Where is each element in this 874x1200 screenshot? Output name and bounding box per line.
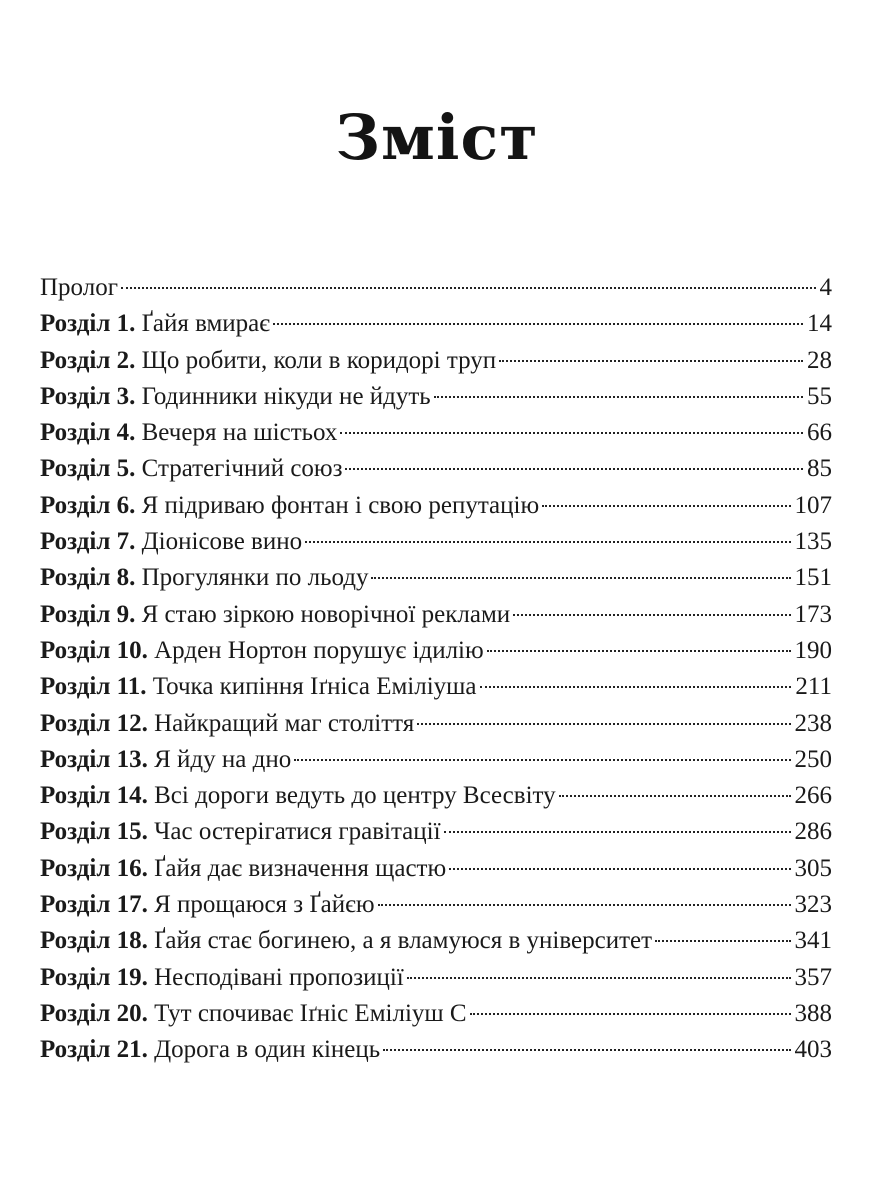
chapter-title: Вечеря на шістьох [135, 419, 338, 447]
dot-leader [487, 650, 791, 652]
chapter-number: Розділ 8. [40, 564, 136, 592]
chapter-title: Годинники нікуди не йдуть [135, 382, 431, 410]
toc-entry-chapter-6 [40, 488, 832, 524]
dot-leader [378, 904, 791, 906]
page-number: 388 [794, 999, 832, 1027]
chapter-title: Несподівані пропозиції [147, 963, 404, 991]
page-number: 4 [819, 274, 832, 301]
dot-leader [655, 940, 790, 942]
toc-entry-chapter-1 [40, 306, 832, 342]
chapter-title: Діонісове вино [135, 528, 303, 556]
dot-leader [513, 614, 790, 616]
toc-entry-chapter-10 [40, 633, 832, 669]
toc-entry-chapter-7 [40, 524, 832, 560]
chapter-title: Всі дороги ведуть до центру Всесвіту [147, 782, 556, 810]
dot-leader [470, 1013, 791, 1015]
chapter-title: Найкращий маг століття [147, 709, 415, 737]
dot-leader [383, 1049, 790, 1051]
chapter-title: Я йду на дно [147, 745, 292, 773]
toc-entry-chapter-14 [40, 778, 832, 814]
chapter-number: Розділ 3. [40, 382, 136, 410]
page-number: 28 [807, 346, 832, 374]
toc-entry-chapter-5 [40, 451, 832, 487]
chapter-number: Розділ 6. [40, 491, 136, 519]
chapter-number: Розділ 14. [40, 782, 148, 810]
chapter-number: Розділ 5. [40, 455, 136, 483]
page-number: 66 [807, 419, 832, 447]
page-number: 357 [794, 963, 832, 991]
dot-leader [371, 577, 790, 579]
page-number: 286 [794, 818, 832, 846]
chapter-number: Розділ 19. [40, 963, 148, 991]
toc-entry-chapter-21 [40, 1032, 832, 1068]
dot-leader [345, 468, 803, 470]
toc-entry-chapter-12 [40, 706, 832, 742]
dot-leader [305, 541, 790, 543]
dot-leader [444, 831, 791, 833]
toc-entry-chapter-4 [40, 415, 832, 451]
chapter-number: Розділ 10. [40, 636, 148, 664]
dot-leader [499, 360, 803, 362]
chapter-number: Розділ 9. [40, 600, 136, 628]
chapter-title: Я прощаюся з Ґайєю [147, 891, 375, 919]
chapter-number: Розділ 4. [40, 419, 136, 447]
dot-leader [559, 795, 791, 797]
toc-entry-chapter-9 [40, 597, 832, 633]
page-number: 55 [807, 382, 832, 410]
page-number: 85 [807, 455, 832, 483]
chapter-title: Пролог [40, 274, 118, 301]
page-number: 107 [794, 491, 832, 519]
chapter-title: Я підриваю фонтан і свою репутацію [135, 491, 540, 519]
chapter-number: Розділ 2. [40, 346, 136, 374]
dot-leader [121, 287, 816, 289]
toc-entry-chapter-20 [40, 996, 832, 1032]
page-number: 14 [807, 310, 832, 338]
page-number: 190 [794, 636, 832, 664]
dot-leader [273, 323, 803, 325]
page-number: 341 [794, 927, 832, 955]
dot-leader [407, 977, 791, 979]
toc-entry-chapter-16 [40, 851, 832, 887]
dot-leader [434, 396, 803, 398]
chapter-title: Стратегічний союз [135, 455, 343, 483]
page-number: 266 [794, 782, 832, 810]
chapter-title: Прогулянки по льоду [135, 564, 369, 592]
chapter-title: Ґайя вмирає [135, 310, 271, 338]
chapter-number: Розділ 1. [40, 310, 136, 338]
chapter-number: Розділ 11. [40, 673, 147, 701]
page-number: 250 [794, 745, 832, 773]
page-number: 305 [794, 854, 832, 882]
page-number: 211 [795, 673, 832, 701]
page-number: 173 [794, 600, 832, 628]
dot-leader [449, 868, 790, 870]
page-number: 323 [794, 891, 832, 919]
chapter-number: Розділ 13. [40, 745, 148, 773]
chapter-number: Розділ 20. [40, 999, 148, 1027]
toc-entry-prologue [40, 270, 832, 306]
toc-entry-chapter-18 [40, 923, 832, 959]
dot-leader [480, 686, 792, 688]
chapter-number: Розділ 12. [40, 709, 148, 737]
chapter-number: Розділ 17. [40, 891, 148, 919]
chapter-title: Ґайя стає богинею, а я вламуюся в університет [147, 927, 653, 955]
chapter-title: Час остерігатися гравітації [147, 818, 441, 846]
chapter-title: Тут спочиває Іґніс Еміліуш С [147, 999, 467, 1027]
chapter-title: Арден Нортон порушує ідилію [147, 636, 484, 664]
page-title: Зміст [335, 100, 539, 174]
dot-leader [542, 505, 790, 507]
chapter-title: Точка кипіння Іґніса Еміліуша [146, 673, 477, 701]
dot-leader [294, 759, 790, 761]
chapter-number: Розділ 18. [40, 927, 148, 955]
page-number: 135 [794, 528, 832, 556]
dot-leader [340, 432, 803, 434]
chapter-title: Я стаю зіркою новорічної реклами [135, 600, 511, 628]
toc-entry-chapter-2 [40, 343, 832, 379]
chapter-number: Розділ 15. [40, 818, 148, 846]
page-number: 403 [794, 1036, 832, 1064]
toc-entry-chapter-13 [40, 742, 832, 778]
toc-entry-chapter-3 [40, 379, 832, 415]
page-number: 151 [794, 564, 832, 592]
toc-entry-chapter-15 [40, 814, 832, 850]
toc-entry-chapter-11 [40, 669, 832, 705]
page-number: 238 [794, 709, 832, 737]
chapter-title: Дорога в один кінець [147, 1036, 381, 1064]
dot-leader [417, 723, 790, 725]
toc-entry-chapter-8 [40, 560, 832, 596]
toc-entry-chapter-19 [40, 960, 832, 996]
toc-entry-chapter-17 [40, 887, 832, 923]
chapter-title: Що робити, коли в коридорі труп [135, 346, 497, 374]
chapter-number: Розділ 16. [40, 854, 148, 882]
table-of-contents [40, 270, 832, 1069]
chapter-title: Ґайя дає визначення щастю [147, 854, 447, 882]
chapter-number: Розділ 7. [40, 528, 136, 556]
chapter-number: Розділ 21. [40, 1036, 148, 1064]
